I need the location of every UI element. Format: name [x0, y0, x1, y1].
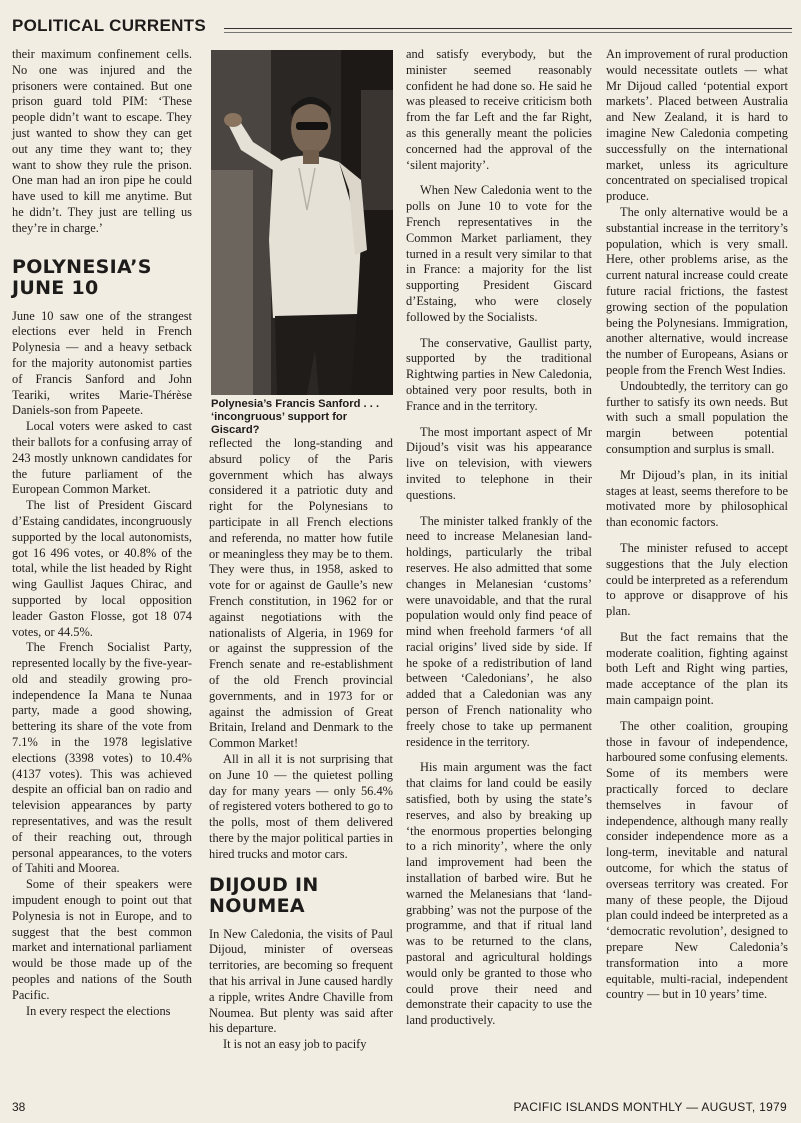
sanford-photo: [211, 50, 393, 395]
article-paragraph: His main argument was the fact that claims for land could be easily satisfied, both by using the state’s reserves, and also by breaking up ‘the enormous properties belonging to a rich minority’, where the only land improvement had been the installation of barbed wire. But he warned the Melanesians that ‘land-grabbing’ was not the purpose of the programme, and that if ritual land was to be returned to the clans, pastoral and agricultural holdings would only be granted to those who could prove their need and demonstrate their capacity to use the land productively.: [406, 760, 592, 1028]
article-paragraph: The minister refused to accept suggestions that the July election could be interpreted as a referendum to approve or disapprove of his plan.: [606, 540, 788, 619]
article-paragraph: their maximum confinement cells. No one was injured and the prisoners were contained. But one prison guard told PIM: ‘These people didn’t want to escape. They just wanted to show they can get out any time they want to; they want to show they rule the prison. One man had an iron pipe he could have used to kill me anytime. But he didn’t. They just are telling us they’re in charge.’: [12, 47, 192, 235]
photo-caption: Polynesia’s Francis Sanford . . . ‘incongruous’ support for Giscard?: [211, 398, 380, 436]
article-paragraph: The minister talked frankly of the need to increase Melanesian land-holdings, particularly the tribal reserves. He also admitted that some changes in Melanesian ‘customs’ were unavoidable, and that the rural population would only find peace of mind when freehold farmers ‘of all racial origins’ lived side by side. If he spoke of a redistribution of land between ‘Caledonians’, he also added that a Caledonian was any person of French nationality who freely chose to take up permanent residence in the territory.: [406, 513, 592, 749]
headline-dijoud: DIJOUD IN NOUMEA: [209, 873, 319, 917]
column-4: [606, 47, 788, 1003]
article-paragraph: The other coalition, grouping those in favour of independence, harboured some confusing elements. Some of its members were practically forced to declare themselves in favour of independence, although many really consider independence more as a long-term, inevitable and natural outcome, for which the status of overseas territory was created. For many of these people, the Dijoud plan could indeed be interpreted as a ‘democratic revolution’, designed to prepare New Caledonia’s transformation into a more equitable, multi-racial, independent country — but in 10 years’ time.: [606, 718, 788, 1002]
article-paragraph: The list of President Giscard d’Estaing candidates, incongruously supported by the local autonomists, got 16 496 votes, or 40.8% of the total, while the list headed by Right wing Gaullist Jaques Chirac, and supported by local opposition leader Gaston Flosse, got 18 074 votes, or 44.5%.: [12, 498, 192, 639]
article-paragraph: In every respect the elections: [26, 1003, 171, 1018]
article-paragraph: reflected the long-standing and absurd policy of the Paris government which has always considered it a patriotic duty and right for the Polynesians to participate in all French elections and referenda, no matter how futile or meaningless they may be to them. They were thus, in 1958, asked to vote for or against de Gaulle’s new French constitution, in 1962 for or against negotiations with the nationalists of Algeria, in 1969 for or against the suppression of the French senate and re-establishment of the old French provincial governments, and in 1973 for or against the admission of Great Britain, Ireland and Denmark to the Common Market!: [209, 436, 393, 751]
article-paragraph: When New Caledonia went to the polls on June 10 to vote for the French representatives in the Common Market parliament, they turned in a result very similar to that in France: a majority for the list supporting President Giscard d’Estaing, who were closely followed by the Socialists.: [406, 183, 592, 324]
article-paragraph: Mr Dijoud’s plan, in its initial stages at least, seems therefore to be motivated more by philosophical than economic factors.: [606, 467, 788, 530]
article-paragraph: and satisfy everybody, but the minister seemed reasonably confident he had done so. He said he was pleased to receive criticism both from the far Left and the far Right, as this generally meant the policies concerned had the approval of the ‘silent majority’.: [406, 47, 592, 172]
article-paragraph: The most important aspect of Mr Dijoud’s visit was his appearance live on television, with viewers invited to telephone in their questions.: [406, 424, 592, 502]
article-paragraph: In New Caledonia, the visits of Paul Dijoud, minister of overseas territories, are becoming so frequent that his arrival in June caused hardly a ripple, writes Andre Chaville from Noumea. But plenty was said after his departure.: [209, 926, 393, 1036]
page-header: [12, 16, 792, 44]
column-3: [406, 47, 592, 1029]
article-paragraph: June 10 saw one of the strangest elections ever held in French Polynesia — and a heavy setback for the majority autonomist parties of Francis Sanford and John Teariki, writes Marie-Thérèse Daniels-son from Papeete.: [12, 308, 192, 418]
page-number: 38: [12, 1100, 26, 1114]
running-footer: PACIFIC ISLANDS MONTHLY — AUGUST, 1979: [513, 1100, 787, 1114]
column-2: [209, 436, 393, 1053]
header-rule-secondary: [224, 32, 792, 33]
article-paragraph: Undoubtedly, the territory can go further to satisfy its own needs. But with such a small population the margin between potential consumption and surplus is small.: [606, 378, 788, 456]
headline-polynesia: POLYNESIA’S JUNE 10: [12, 255, 152, 299]
header-rule: [224, 28, 792, 29]
article-paragraph: An improvement of rural production would necessitate outlets — what Mr Dijoud called ‘potential export markets’. Placed between Australia and New Zealand, it is hard to imagine New Caledonia competing successfully on the international market, unless its agriculture concentrated on specialised tropical produce.: [606, 47, 788, 204]
article-paragraph: But the fact remains that the moderate coalition, fighting against both Left and Right wing parties, made acceptance of the plan its main campaign point.: [606, 629, 788, 708]
photo-illustration: [211, 50, 393, 395]
article-paragraph: It is not an easy job to pacify: [223, 1037, 367, 1052]
section-title: POLITICAL CURRENTS: [12, 16, 206, 35]
article-paragraph: Some of their speakers were impudent enough to point out that Polynesia is not in Europe, and to suggest that the best common market and international parliament would be those made up of the peoples and nations of the South Pacific.: [12, 877, 192, 1002]
page-footer: [12, 1100, 787, 1118]
article-paragraph: The French Socialist Party, represented locally by the five-year-old and steadily growing pro-independence Ia Mana te Nunaa party, made a good showing, bettering its share of the vote from 7.1% in the 1978 legislative elections (3398 votes) to 10.4% (4137 votes). This was achieved despite an official ban on radio and television appearances by party representatives, and was the result of their reaching out, through personal appearances, to the voters of Tahiti and Moorea.: [12, 640, 192, 876]
article-paragraph: Local voters were asked to cast their ballots for a confusing array of 243 mostly unknown candidates for the future parliament of the European Common Market.: [12, 419, 192, 497]
article-paragraph: All in all it is not surprising that on June 10 — the quietest polling day for many years — only 56.4% of registered voters bothered to go to the polls, most of them delivered there by the major political parties in hired trucks and motor cars.: [209, 751, 393, 861]
article-paragraph: The only alternative would be a substantial increase in the territory’s population, which is very small. Here, other problems arise, as the current natural increase could create future racial frictions, the fastest growing section of the population being the Polynesians. Immigration, another alternative, would increase the number of Europeans, Asians or people from the French West Indies.: [606, 204, 788, 377]
article-paragraph: The conservative, Gaullist party, supported by the traditional Rightwing parties in New Caledonia, obtained very poor results, both in France and in the territory.: [406, 335, 592, 413]
column-1: [12, 47, 192, 1019]
